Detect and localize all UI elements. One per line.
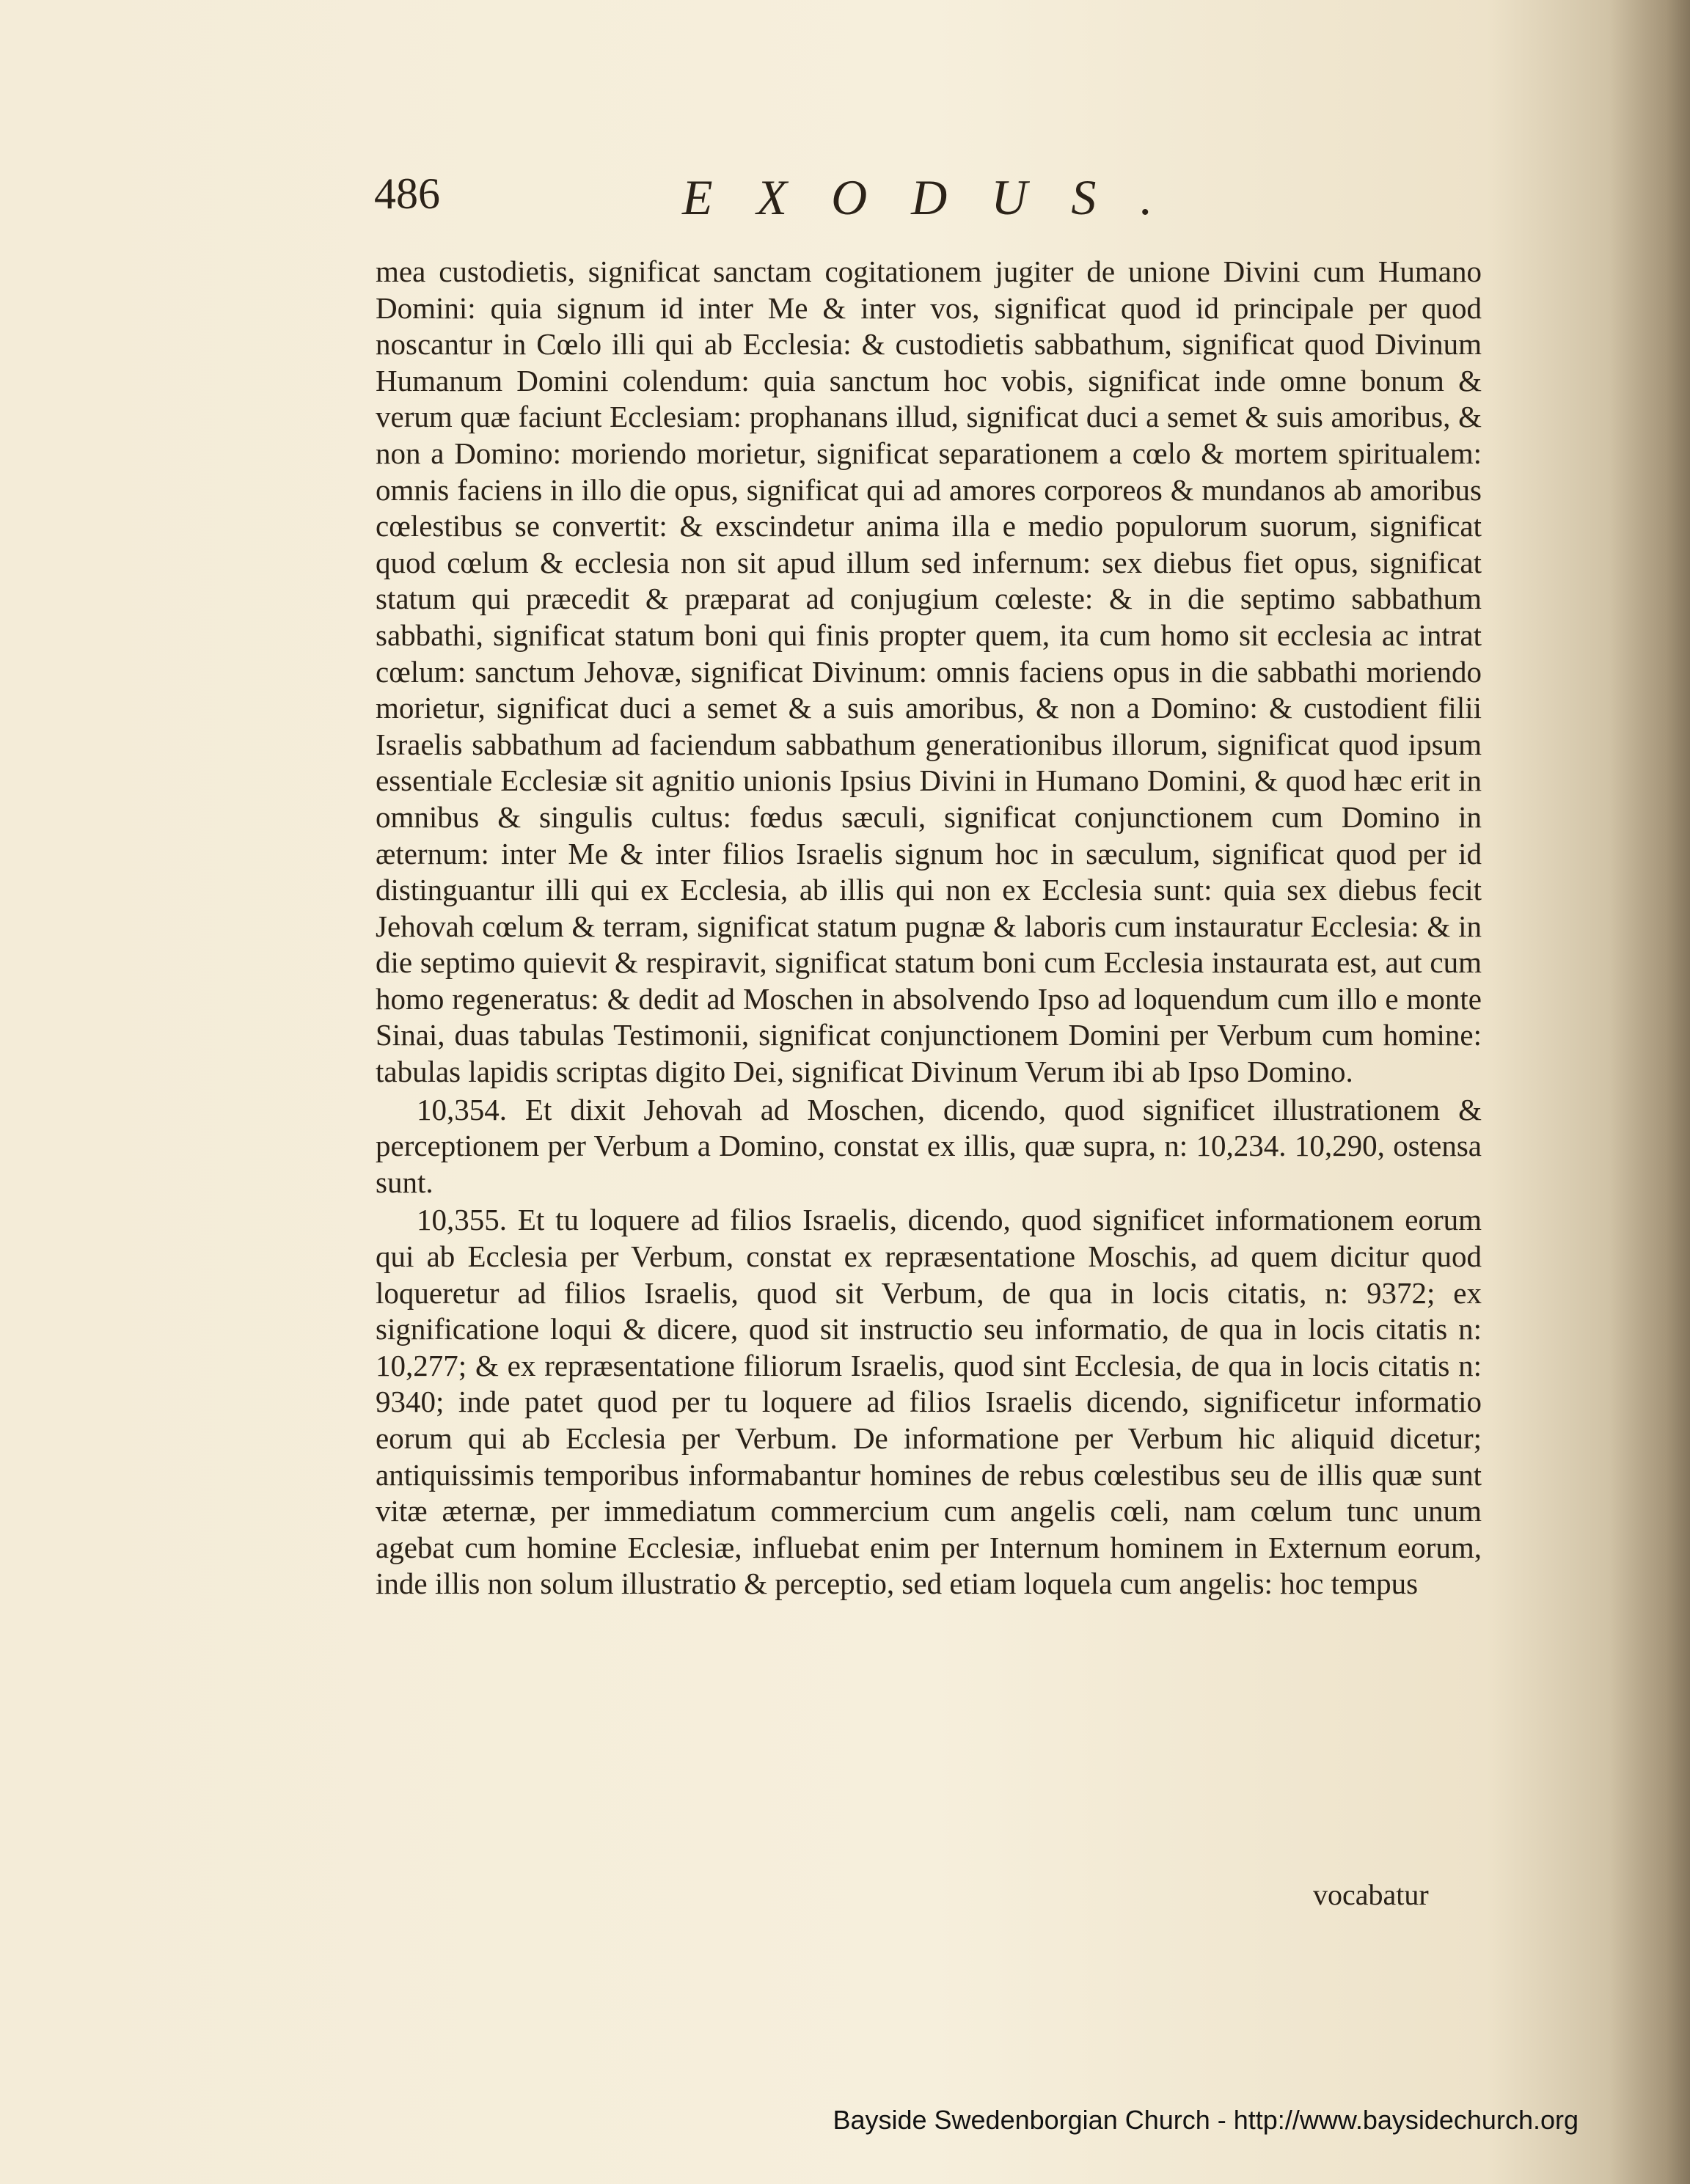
paragraph-10354: 10,354. Et dixit Jehovah ad Moschen, dicendo, quod significet illustrationem & perceptionem per Verbum a Domino, constat ex illis, quæ supra, n: 10,234. 10,290, ostensa sunt. [376,1092,1482,1199]
page-header [374,169,1504,235]
watermark-credit: Bayside Swedenborgian Church - http://www.baysidechurch.org [833,2105,1579,2135]
spine-shadow [1609,0,1690,2184]
paragraph-10355: 10,355. Et tu loquere ad filios Israelis, dicendo, quod significet informationem eorum qui ab Ecclesia per Verbum, constat ex repræsentatione Moschis, ad quem dicitur quod loqueretur ad filios Israelis, quod sit Verbum, de qua in locis citatis, n: 9372; ex significatione loqui & dicere, quod sit instructio seu informatio, de qua in locis citatis n: 10,277; & ex repræsentatione filiorum Israelis, quod sint Ecclesia, de qua in locis citatis n: 9340; inde patet quod per tu loquere ad filios Israelis dicendo, significetur informatio eorum qui ab Ecclesia per Verbum. De informatione per Verbum hic aliquid dicetur; antiquissimis temporibus informabantur homines de rebus cœlestibus seu de illis quæ sunt vitæ æternæ, per immediatum commercium cum angelis cœli, nam cœlum tunc unum agebat cum homine Ecclesiæ, influebat enim per Internum hominem in Externum eorum, inde illis non solum illustratio & perceptio, sed etiam loquela cum angelis: hoc tempus [376,1203,1482,1601]
continuation-paragraph: mea custodietis, significat sanctam cogitationem jugiter de unione Divini cum Humano Domini: quia signum id inter Me & inter vos, significat quod id principale per quod noscantur in Cœlo illi qui ab Ecclesia: & custodietis sabbathum, significat quod Divinum Humanum Domini colendum: quia sanctum hoc vobis, significat inde omne bonum & verum quæ faciunt Ecclesiam: prophanans illud, significat duci a semet & suis amoribus, & non a Domino: moriendo morietur, significat separationem a cœlo & mortem spiritualem: omnis faciens in illo die opus, significat qui ad amores corporeos & mundanos ab amoribus cœlestibus se convertit: & exscindetur anima illa e medio populorum suorum, significat quod cœlum & ecclesia non sit apud illum sed infernum: sex diebus fiet opus, significat statum qui præcedit & præparat ad conjugium cœleste: & in die septimo sabbathum sabbathi, significat statum boni qui finis propter quem, ita cum homo sit ecclesia ac intrat cœlum: sanctum Jehovæ, significat Divinum: omnis faciens opus in die sabbathi moriendo morietur, significat duci a semet & a suis amoribus, & non a Domino: & custodient filii Israelis sabbathum ad faciendum sabbathum generationibus illorum, significat quod ipsum essentiale Ecclesiæ sit agnitio unionis Ipsius Divini in Humano Domini, & quod hæc erit in omnibus & singulis cultus: fœdus sæculi, significat conjunctionem cum Domino in æternum: inter Me & inter filios Israelis signum hoc in sæculum, significat quod per id distinguantur illi qui ex Ecclesia, ab illis qui non ex Ecclesia sunt: quia sex diebus fecit Jehovah cœlum & terram, significat statum pugnæ & laboris cum instauratur Ecclesia: & in die septimo quievit & respiravit, significat statum boni cum Ecclesia instaurata est, aut cum homo regeneratus: & dedit ad Moschen in absolvendo Ipso ad loquendum cum illo e monte Sinai, duas tabulas Testimonii, significat conjunctionem Domini per Verbum cum homine: tabulas lapidis scriptas digito Dei, significat Divinum Verum ibi ab Ipso Domino. [376,254,1482,1089]
page-number: 486 [374,169,440,218]
catchword: vocabatur [1313,1878,1429,1911]
body-text [376,254,1482,1882]
running-title: EXODUS. [682,169,1197,225]
